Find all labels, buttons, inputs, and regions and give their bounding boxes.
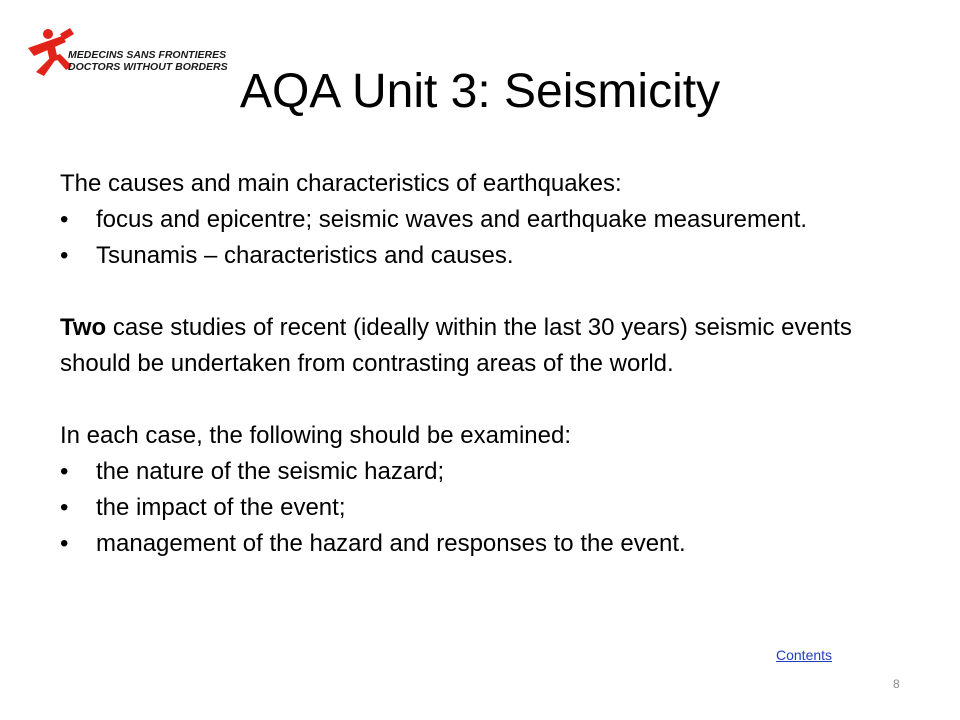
case-studies-rest: case studies of recent (ideally within the last 30 years) seismic events should be undertaken from contrasting areas of the world.: [60, 314, 852, 377]
slide-title: AQA Unit 3: Seismicity: [239, 65, 721, 118]
each-case-text: In each case, the following should be examined:: [60, 422, 571, 449]
bullet-icon: •: [60, 530, 69, 557]
bullet-text: the nature of the seismic hazard;: [96, 458, 445, 485]
logo-line-2: DOCTORS WITHOUT BORDERS: [68, 61, 228, 73]
bullet-text: management of the hazard and responses to the event.: [96, 530, 686, 557]
bullet-text: focus and epicentre; seismic waves and earthquake measurement.: [96, 206, 808, 233]
bullet-icon: •: [60, 242, 69, 269]
characteristics-list: [60, 202, 900, 274]
intro-text: The causes and main characteristics of earthquakes:: [60, 170, 622, 197]
case-studies-bold: Two: [60, 314, 107, 341]
case-studies-text: [60, 310, 900, 382]
slide-body: [60, 166, 900, 562]
bullet-icon: •: [60, 458, 69, 485]
spacer: [60, 274, 900, 310]
list-item: [60, 526, 900, 562]
bullet-text: Tsunamis – characteristics and causes.: [96, 242, 514, 269]
list-item: [60, 454, 900, 490]
bullet-text: the impact of the event;: [96, 494, 346, 521]
list-item: [60, 238, 900, 274]
bullet-icon: •: [60, 206, 69, 233]
list-item: [60, 202, 900, 238]
examination-list: [60, 454, 900, 562]
spacer: [60, 382, 900, 418]
list-item: [60, 490, 900, 526]
bullet-icon: •: [60, 494, 69, 521]
logo-line-1: MEDECINS SANS FRONTIERES: [68, 49, 227, 61]
contents-link[interactable]: Contents: [776, 647, 833, 663]
page-number: 8: [893, 677, 900, 691]
